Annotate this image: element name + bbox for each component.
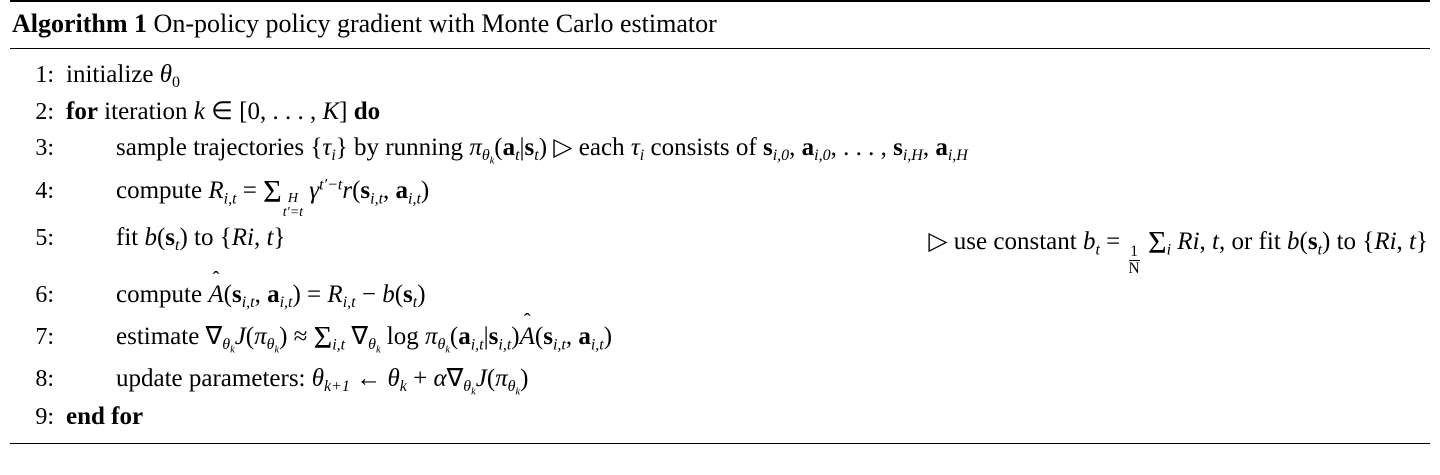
line-content: compute $R_{i,t} = \Sigma$ H t′=t $\gamma^{t'-t}r(s_{i,t}$, $a_{i,t}$)	[116, 172, 430, 221]
line-content: end for	[66, 403, 144, 431]
line-content: for iteration k ∈ [0, . . . , K] do	[66, 98, 381, 126]
line-number: 6:	[35, 282, 54, 309]
algorithm-line-8	[12, 361, 1428, 400]
algorithm-caption	[10, 2, 1430, 48]
line-number: 5:	[35, 225, 54, 252]
line-content: update parameters: $\theta_{k+1}$ ← $\theta_k + \alpha\nabla_{\theta_k}J(\pi_{\theta_k})$	[116, 364, 529, 397]
algorithm-body	[10, 49, 1430, 443]
algorithm-line-5	[12, 220, 1428, 277]
algorithm-line-2	[12, 94, 1428, 130]
line-5-note: ▷ use constant $b_t$ = $\frac{1}{N}$ $\Sigma_i$ Ri, t, or fit $b(s_t)$ to {Ri, t}	[928, 224, 1428, 278]
algorithm-line-6	[12, 277, 1428, 315]
algorithm-line-1	[12, 57, 1428, 95]
algorithm-line-7	[12, 315, 1428, 360]
algorithm-block	[6, 0, 1434, 444]
line-5-main: fit $b(s_t)$ to {Ri, t}	[116, 224, 286, 255]
line-content: compute $A(s_{i,t}$, $a_{i,t}) = R_{i,t} - b(s_t)$	[116, 281, 426, 312]
line-content	[54, 220, 1428, 277]
line-number: 7:	[35, 324, 54, 351]
line-content: sample trajectories $\{\tau_i\}$ by running $\pi_{\theta_k}(a_t|s_t)$ ▷ each $\tau_i$ consists of $s_{i,0}$, $a_{i,0}$, . . . , $s_{i,H}$, $a_{i,H}$	[116, 133, 968, 167]
line-number: 3:	[35, 134, 54, 161]
line-number: 9:	[35, 404, 54, 431]
algorithm-line-9	[12, 399, 1428, 435]
line-number: 8:	[35, 365, 54, 392]
line-number: 1:	[35, 61, 54, 88]
algorithm-line-4	[12, 169, 1428, 220]
algorithm-line-3	[12, 130, 1428, 169]
algorithm-label: Algorithm 1	[12, 9, 148, 38]
line-content: estimate $\nabla_{\theta_k}J(\pi_{\theta_k}) \approx \Sigma_{i,t}$ $\nabla_{\theta_k}$ $\log \pi_{\theta_k}(a_{i,t}|s_{i,t})$ $A(s_{i,t}$, $a_{i,t}$)	[116, 319, 613, 356]
line-number: 4:	[35, 177, 54, 204]
line-content: initialize $\theta_0$	[66, 60, 180, 91]
line-number: 2:	[35, 99, 54, 126]
algorithm-bottom-rule	[10, 443, 1430, 444]
algorithm-title: On-policy policy gradient with Monte Carlo estimator	[153, 9, 717, 38]
